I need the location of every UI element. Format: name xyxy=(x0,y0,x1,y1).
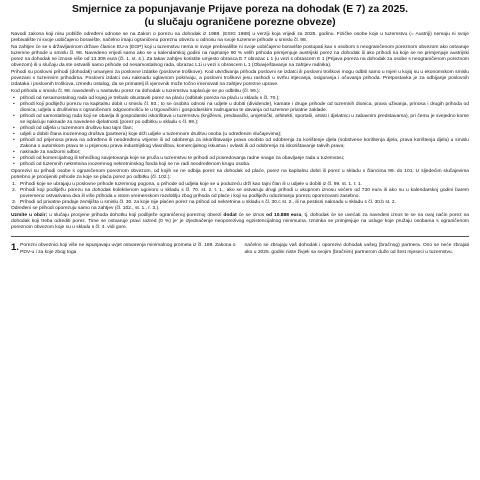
list-item: • prihodi od nesamostalnog rada od kojeg je trebalo obustaviti porez na plaću (odbitak poreza na plaću u skladu s čl. 70.); xyxy=(11,96,469,102)
paragraph-withholding-intro: Kod prihoda u smislu čl. 98. navedenih u nastavku porez na dohodak u tuzemstvu naplaćuje se po odbitku (čl. 99.): xyxy=(11,88,261,94)
section-divider xyxy=(11,236,469,237)
paragraph-intro: Navodi zakona koji nisu pobliže određeni odnose se na Zakon o porezu na dohodak iz 1988. (ESIG 1988) u verziji koja vrijedi za 2025. godinu. Fizičke osobe koje u tuzemstvu (= Austriji) nemaju ni svoje prebivalište ni svoje uobičajeno boravište, načelno imaju ograničenu poreznu obvezu u odnosu na svoje tuzemne prihode u smislu čl. 98. xyxy=(11,32,469,44)
assessment-list xyxy=(11,182,469,206)
list-item: • prihodi od samostalnog rada koji se obavlja ili gospodarski iskorištava u tuzemstvu (književni, predavački, umjetnički, arhitekti, sportaši, artisti i djelatnici u zabavnim predstavama), pri čemu je svejedno kome se isplaćuju naknade za navedene djelatnosti (porez po odbitku u skladu s čl. 99.); xyxy=(11,114,469,126)
note-amount: od 10.888 eura xyxy=(266,213,302,219)
numbered-item: 3. Prihodi od privatne prodaje zemljišta u smislu čl. 30. za koje nije plaćen porez na prihod od nekretnina u skladu s čl. 30.c st. 2., ili na pestisni naknadu u skladu s čl. 30.b st. 2. xyxy=(12,199,396,205)
list-item: • naknade za nadzorni odbor; xyxy=(11,150,469,156)
withholding-list xyxy=(11,96,469,169)
list-item: • prihodi od prijenosa prava na određeno ili neodređeno vrijeme ili od odobrenja za iskorištavanje prava osobito od odobrenja za korištenje djela (sobstvene korištenja djela, prava korištenja djela) u smislu Zakona o autorskom pravu te u prijenosu prava industrijskog vlasništva, komercijalnog iskustva i ovlasti ili od odobrenja za iskorištavanje takvih prava; xyxy=(11,138,469,150)
title-line-1: Smjernice za popunjavanje Prijave poreza na dohodak (E 7) za 2025. xyxy=(71,4,409,15)
lower-column-right: načelno se zbrajaju vaš dohodak i oporezivi dohodak vašeg (bračnog) partnera. Ono se neće zbrajati ako u 2025. godini niste živjeli sa svojim (bračnim) partnerom duže od šest mjeseci u tuzemstvu. xyxy=(244,243,469,255)
numbered-item: 2. Prihodi koji podliježu porezu na dohodak kolektivnom ugovoru u skladu s čl. 70. st. 2. t. 1., ako se ostvaruju drugi prihodi u ukupnom iznosu većem od 730 eura ili ako su u kalendarskoj godini barem povremeno ostvarivana dva ili više prihoda u istom vremenskom razdoblju zbog prihoda od plaće i koji su podliježu oduzimanju porezu oporezovani zasebno. xyxy=(12,187,469,199)
lower-columns xyxy=(11,243,469,255)
document-body xyxy=(11,32,469,231)
paragraph-income-definition: Prihodi su poslovni prihodi (dohodak) umanjeni za poslovne izdatke (poslovne troškove). Kod utvrđivanja prihoda poslovni se izdatci ili poslovni troškovi mogu odbiti samo u mjeri u kojoj su u ekonomskom smislu povezani s tuzemnim prihodima. Poslovni izdatci ovu naknadu uglavnom pokrivaju, a poslovni troškovi jesu rashodi u svrhu stjecanja, osiguranja i očuvanja prihoda. Pretpostavka je za odbijanje poslovnih izdataka i poslovnih troškova, između ostalog, da se primatelj iš vjerovnik može točno imenovati na zahtjev porezne uprave. xyxy=(11,69,469,87)
list-item: • prihodi od tuzemnih nekretnina inozemnog nekretninskog fonda koji se ne radi neodređenom krugu osoba. xyxy=(11,162,469,168)
note-label: Uzmite u obzir: xyxy=(11,213,48,219)
title-line-2: (u slučaju ograničene porezne obveze) xyxy=(144,16,336,28)
paragraph-eu-request: Na zahtjev će se s državljaninom države članice EU-a (EGP) koji u tuzemstvu nema ni svoje prebivalište ni svoje uobičajeno boravište postupati kao s osobom s neograničenom poreznom obvezom ako ostvaruje tuzemne prihode u smislu čl. 98. Navedeno vrijedi samo ako se u kalendarskoj godini na najmanje 90 % velih prihoda primjenjuje austrijski porez na dohodak ili ako prihodi na koje se ne primjenjuje austrijski porez na dohodak ne iznose više od 13.308 eura (čl. 1. st. 4.). Za takav zahtjev koristite umjesto obrasca E 7 obrazac L 1 (u vezi s obrascem E 1 (Prijava poreza na dohodak za osobe s neograničenom poreznom obvezom) ili u slučaju da ste ostvarili samo prihode od nesamostalnog rada, obrazac L1i u vezi s obrascem L 1 (Obavještavanje na zahtjev radnika). xyxy=(11,44,469,69)
document-title xyxy=(11,4,469,29)
paragraph-on-request: Određeni se prihodi oporezuju samo na zahtjev (čl. 102., st. 1., r. 3.). xyxy=(11,206,160,212)
section-number: 1. xyxy=(11,241,19,253)
list-item: • prihodi od komercijalnog ili tehničkog savjetovanja koje se pruža u tuzemstvu te prihodi od posredovanja radne snage za obavljanje rada u tuzemstvu; xyxy=(11,156,469,162)
list-item: • udjeli u dobiti člana inozemnog društva (partnera) koje drži udjele u tuzemnom društvu osoba (u određenim slučajevima); xyxy=(11,132,469,138)
list-item: • prihodi koji podliježu porezu na kapitalnu dobit u smislu čl. 93.; to se osobito odnosi na udjele u dobiti (dividende), kamate i druge prihode od tuzemnih dionica, prava uživanja, prinosa i drugih prihoda od dionica, udjela u društvima s ograničenom odgovornošću te u trgovačkim i gospodarskim zadrugama te davanja od tuzemne privatne zaklade. xyxy=(11,102,469,114)
lower-column-left: 1. Porezni obveznici koji više ne ispunjavaju uvjet ostvarenja minimalnog prometa iz čl. 189. Zakona o PDV-u i za koje zbog toga xyxy=(11,241,236,255)
numbered-item: 1. Prihodi koje se ubrajaju u poslovne prihode tuzemnog pogona, u prihode od udjela koje se u poduzeću drži kao tajni član ili u udjele u dobiti iz čl. 99. st. 1. t. 1. xyxy=(12,181,363,187)
paragraph-assessment-intro: Oporezivi su prihodi osobe s ograničenom poreznom obvezom, od kojih se ne odbija porez na dohodak od plaće, porez na kapitalnu dobit ili porez u skladu s člancima 99. do 101. U sljedećim slučajevima potrebno je procijeniti prihode za koje se plaća porez po odbitku (čl. 102.): xyxy=(11,168,469,180)
paragraph-note: Uzmite u obzir: u slučaju procjene prihoda dohotku koji podliježe ograničenoj poreznoj obvezi dodat će se iznos od 10.888 eura, tj. dohodak će se uvećati za navedeni iznos te se na ovaj način porez na dohodak koji treba odrediti porez. Time se ostvaruje pravi razred (0 %) je' je izjednačenje neoporezivog egzistencijalnog minimuma. Iznimka se primjenjuje na usluge koje pružaju osobama s ograničenom poreznom obvezom koje su u skladu s čl. 4. vidi gore. xyxy=(11,213,470,231)
list-item: • prihodi od udjela u tuzemnom društvu kao tajni član; xyxy=(11,126,469,132)
